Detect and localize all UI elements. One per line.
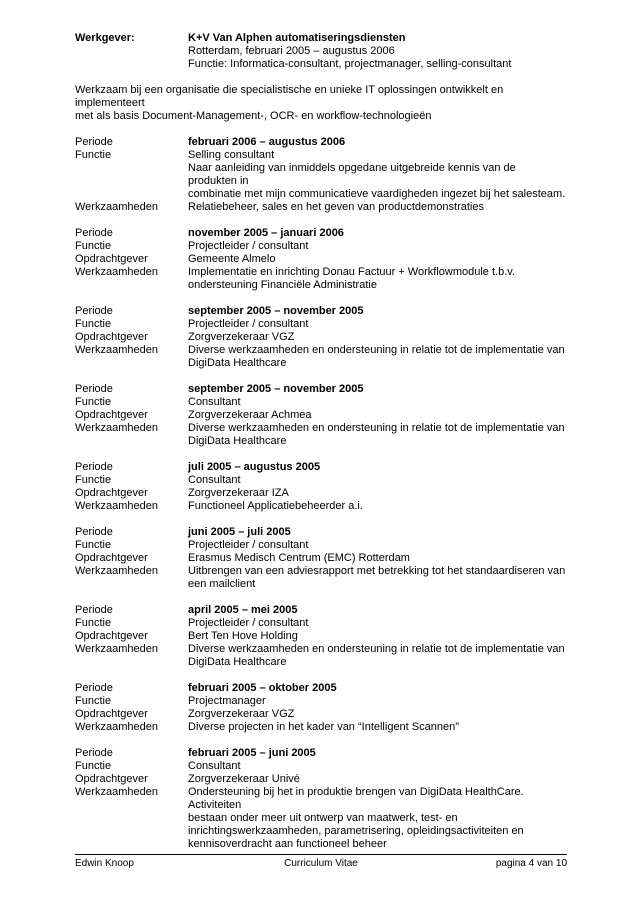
assignment-entry xyxy=(75,383,567,448)
employer-label: Werkgever: xyxy=(75,32,135,44)
functie-value: Projectleider / consultant xyxy=(188,240,309,252)
periode-value: september 2005 – november 2005 xyxy=(188,383,364,395)
assignment-entry xyxy=(75,604,567,669)
werkzaamheden-value: Diverse projecten in het kader van “Intelligent Scannen” xyxy=(188,721,459,733)
assignment-entry xyxy=(75,682,567,734)
periode-label: Periode xyxy=(75,526,113,538)
werkzaamheden-label: Werkzaamheden xyxy=(75,500,158,512)
werkzaamheden-value: Diverse werkzaamheden en ondersteuning in relatie tot de implementatie van xyxy=(188,344,565,356)
intro-paragraph xyxy=(75,84,567,123)
footer-title: Curriculum Vitae xyxy=(284,858,358,869)
functie-value: Projectmanager xyxy=(188,695,266,707)
functie-value: Projectleider / consultant xyxy=(188,617,309,629)
page-footer xyxy=(75,854,567,870)
werkzaamheden-label: Werkzaamheden xyxy=(75,266,158,278)
opdrachtgever-value: Zorgverzekeraar VGZ xyxy=(188,331,295,343)
footer-author: Edwin Knoop xyxy=(75,858,134,869)
functie-label: Functie xyxy=(75,240,112,252)
opdrachtgever-label: Opdrachtgever xyxy=(75,773,148,785)
opdrachtgever-value: Gemeente Almelo xyxy=(188,253,276,265)
werkzaamheden-value: bestaan onder meer uit ontwerp van maatwerk, test- en xyxy=(188,812,458,824)
functie-value: Selling consultant xyxy=(188,149,275,161)
periode-value: april 2005 – mei 2005 xyxy=(188,604,298,616)
werkzaamheden-label: Werkzaamheden xyxy=(75,422,158,434)
werkzaamheden-value: inrichtingswerkzaamheden, parametrisering, opleidingsactiviteiten en xyxy=(188,825,524,837)
opdrachtgever-value: Zorgverzekeraar VGZ xyxy=(188,708,295,720)
opdrachtgever-label: Opdrachtgever xyxy=(75,552,148,564)
opdrachtgever-label: Opdrachtgever xyxy=(75,630,148,642)
werkzaamheden-label: Werkzaamheden xyxy=(75,565,158,577)
employer-name: K+V Van Alphen automatiseringsdiensten xyxy=(188,32,406,44)
intro-line: Werkzaam bij een organisatie die specialistische en unieke IT oplossingen ontwikkelt en implementeert xyxy=(75,84,504,109)
functie-label: Functie xyxy=(75,695,112,707)
employer-function: Functie: Informatica-consultant, projectmanager, selling-consultant xyxy=(188,58,512,70)
functie-value: Consultant xyxy=(188,760,241,772)
opdrachtgever-label: Opdrachtgever xyxy=(75,708,148,720)
werkzaamheden-label: Werkzaamheden xyxy=(75,344,158,356)
opdrachtgever-value: Zorgverzekeraar IZA xyxy=(188,487,289,499)
opdrachtgever-label: Opdrachtgever xyxy=(75,409,148,421)
assignment-entry xyxy=(75,747,567,851)
employer-place-period: Rotterdam, februari 2005 – augustus 2006 xyxy=(188,45,395,57)
functie-value: Consultant xyxy=(188,396,241,408)
assignment-entry xyxy=(75,227,567,292)
functie-extra: Naar aanleiding van inmiddels opgedane uitgebreide kennis van de produkten in xyxy=(188,162,516,187)
periode-value: februari 2005 – juni 2005 xyxy=(188,747,316,759)
periode-label: Periode xyxy=(75,682,113,694)
functie-label: Functie xyxy=(75,396,112,408)
functie-value: Projectleider / consultant xyxy=(188,318,309,330)
employer-block xyxy=(75,32,567,71)
werkzaamheden-value: Relatiebeheer, sales en het geven van productdemonstraties xyxy=(188,201,484,213)
werkzaamheden-label: Werkzaamheden xyxy=(75,786,158,798)
werkzaamheden-value: DigiData Healthcare xyxy=(188,435,287,447)
werkzaamheden-label: Werkzaamheden xyxy=(75,721,158,733)
periode-label: Periode xyxy=(75,227,113,239)
werkzaamheden-value: Diverse werkzaamheden en ondersteuning in relatie tot de implementatie van xyxy=(188,422,565,434)
assignment-entry xyxy=(75,305,567,370)
functie-extra: combinatie met mijn communicatieve vaardigheden ingezet bij het salesteam. xyxy=(188,188,566,200)
opdrachtgever-value: Zorgverzekeraar Univé xyxy=(188,773,300,785)
functie-label: Functie xyxy=(75,474,112,486)
opdrachtgever-value: Zorgverzekeraar Achmea xyxy=(188,409,312,421)
functie-label: Functie xyxy=(75,617,112,629)
werkzaamheden-value: Implementatie en inrichting Donau Factuur + Workflowmodule t.b.v. xyxy=(188,266,515,278)
werkzaamheden-value: Ondersteuning bij het in produktie brengen van DigiData HealthCare. Activiteiten xyxy=(188,786,524,811)
werkzaamheden-value: Diverse werkzaamheden en ondersteuning in relatie tot de implementatie van xyxy=(188,643,565,655)
functie-value: Projectleider / consultant xyxy=(188,539,309,551)
functie-label: Functie xyxy=(75,539,112,551)
opdrachtgever-label: Opdrachtgever xyxy=(75,331,148,343)
periode-label: Periode xyxy=(75,461,113,473)
werkzaamheden-value: DigiData Healthcare xyxy=(188,656,287,668)
periode-value: juli 2005 – augustus 2005 xyxy=(188,461,321,473)
periode-label: Periode xyxy=(75,604,113,616)
werkzaamheden-value: kennisoverdracht aan functioneel beheer xyxy=(188,838,387,850)
werkzaamheden-label: Werkzaamheden xyxy=(75,201,158,213)
functie-label: Functie xyxy=(75,760,112,772)
werkzaamheden-value: DigiData Healthcare xyxy=(188,357,287,369)
werkzaamheden-value: een mailclient xyxy=(188,578,256,590)
opdrachtgever-value: Bert Ten Hove Holding xyxy=(188,630,298,642)
opdrachtgever-value: Erasmus Medisch Centrum (EMC) Rotterdam xyxy=(188,552,410,564)
assignment-entry xyxy=(75,136,567,214)
periode-value: juni 2005 – juli 2005 xyxy=(188,526,291,538)
periode-label: Periode xyxy=(75,383,113,395)
werkzaamheden-value: ondersteuning Financiële Administratie xyxy=(188,279,377,291)
periode-label: Periode xyxy=(75,305,113,317)
opdrachtgever-label: Opdrachtgever xyxy=(75,487,148,499)
intro-line: met als basis Document-Management-, OCR- en workflow-technologieën xyxy=(75,110,432,122)
periode-value: september 2005 – november 2005 xyxy=(188,305,364,317)
assignment-entry xyxy=(75,461,567,513)
functie-value: Consultant xyxy=(188,474,241,486)
functie-label: Functie xyxy=(75,318,112,330)
periode-value: november 2005 – januari 2006 xyxy=(188,227,344,239)
periode-label: Periode xyxy=(75,747,113,759)
assignment-entry xyxy=(75,526,567,591)
werkzaamheden-label: Werkzaamheden xyxy=(75,643,158,655)
werkzaamheden-value: Functioneel Applicatiebeheerder a.i. xyxy=(188,500,363,512)
cv-page xyxy=(75,32,567,851)
werkzaamheden-value: Uitbrengen van een adviesrapport met betrekking tot het standaardiseren van xyxy=(188,565,566,577)
periode-value: februari 2006 – augustus 2006 xyxy=(188,136,346,148)
periode-label: Periode xyxy=(75,136,113,148)
footer-page-number: pagina 4 van 10 xyxy=(495,858,567,869)
functie-label: Functie xyxy=(75,149,112,161)
opdrachtgever-label: Opdrachtgever xyxy=(75,253,148,265)
periode-value: februari 2005 – oktober 2005 xyxy=(188,682,337,694)
